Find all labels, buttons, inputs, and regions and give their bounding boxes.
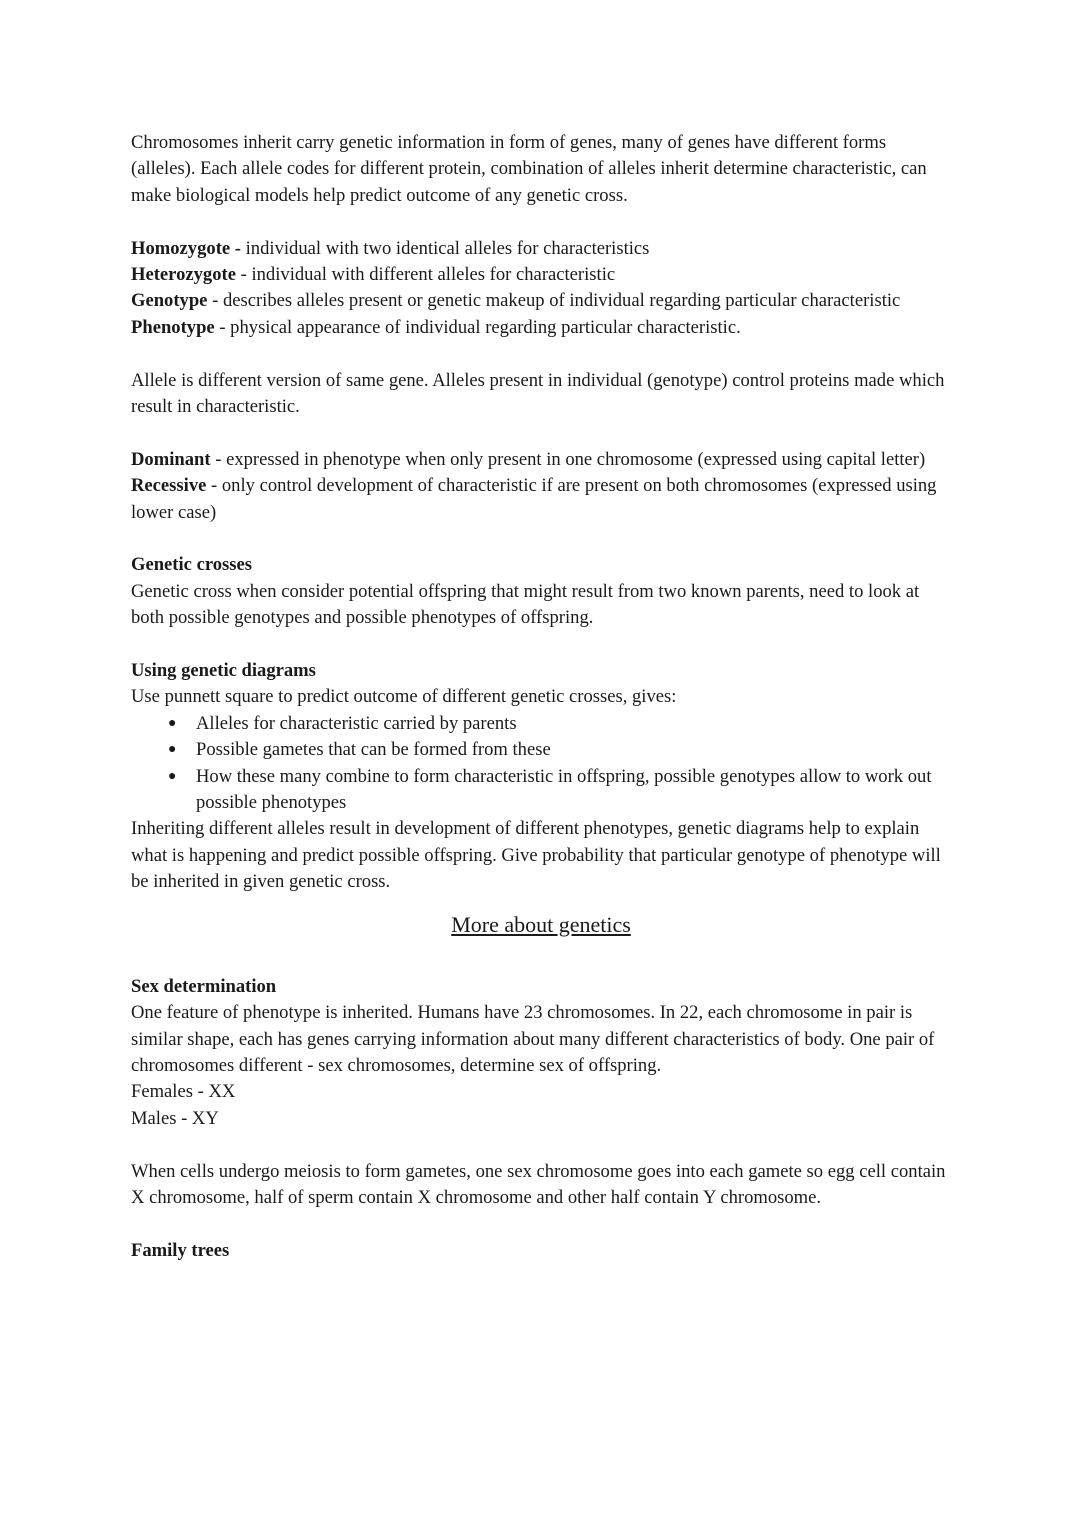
term-separator: - <box>206 475 222 497</box>
term-definition: physical appearance of individual regarding particular characteristic. <box>230 316 741 338</box>
bullet-icon: ● <box>168 715 177 731</box>
males-line: Males - XY <box>131 1107 219 1129</box>
term-label: Heterozygote <box>131 264 236 286</box>
term-separator: - <box>207 290 223 312</box>
genetic-diagrams-intro: Use punnett square to predict outcome of different genetic crosses, gives: <box>131 686 677 708</box>
spacer <box>131 940 951 974</box>
term-separator: - <box>230 237 246 259</box>
spacer <box>131 209 951 235</box>
definition-genotype <box>131 288 951 314</box>
document-page <box>131 130 951 1264</box>
term-label: Genotype <box>131 290 208 312</box>
definition-heterozygote <box>131 262 951 288</box>
family-trees-heading: Family trees <box>131 1239 230 1261</box>
term-label: Recessive <box>131 475 207 497</box>
term-label: Phenotype <box>131 316 215 338</box>
term-label: Homozygote <box>131 237 231 259</box>
list-item <box>168 737 951 763</box>
term-definition: describes alleles present or genetic makeup of individual regarding particular characteristic <box>222 290 901 312</box>
section-title: More about genetics <box>451 911 631 937</box>
list-item-text: How these many combine to form characteristic in offspring, possible genotypes allow to work out possible phenotypes <box>196 765 932 814</box>
term-separator: - <box>235 264 252 286</box>
sex-determination-heading: Sex determination <box>131 975 277 997</box>
genetic-diagrams-heading: Using genetic diagrams <box>131 660 316 682</box>
definition-recessive <box>131 473 951 526</box>
females-line: Females - XX <box>131 1081 236 1103</box>
term-definition: individual with different alleles for characteristic <box>251 264 616 286</box>
term-definition: only control development of characteristic if are present on both chromosomes (expressed using lower case) <box>131 475 937 523</box>
allele-paragraph: Allele is different version of same gene. Alleles present in individual (genotype) control proteins made which result in characteristic. <box>131 369 945 418</box>
list-item-text: Possible gametes that can be formed from these <box>196 739 551 761</box>
sex-determination-paragraph: One feature of phenotype is inherited. Humans have 23 chromosomes. In 22, each chromosome in pair is similar shape, each has genes carrying information about many different characteristics of body. One pair of chromosomes different - sex chromosomes, determine sex of offspring. <box>131 1002 935 1076</box>
definition-homozygote <box>131 236 951 262</box>
bullet-icon: ● <box>168 768 177 784</box>
term-definition: expressed in phenotype when only present in one chromosome (expressed using capital letter) <box>226 448 926 470</box>
list-item <box>168 711 951 737</box>
definition-phenotype <box>131 315 951 341</box>
definition-dominant <box>131 447 951 473</box>
spacer <box>131 1132 951 1158</box>
term-definition: individual with two identical alleles for characteristics <box>245 237 650 259</box>
spacer <box>131 341 951 367</box>
list-item <box>168 764 951 817</box>
intro-paragraph: Chromosomes inherit carry genetic information in form of genes, many of genes have different forms (alleles). Each allele codes for different protein, combination of alleles inherit determine characteristic, can make biological models help predict outcome of any genetic cross. <box>131 132 927 206</box>
meiosis-paragraph: When cells undergo meiosis to form gametes, one sex chromosome goes into each gamete so egg cell contain X chromosome, half of sperm contain X chromosome and other half contain Y chromosome. <box>131 1160 946 1208</box>
term-label: Dominant <box>131 448 211 470</box>
genetic-diagrams-list <box>131 711 951 817</box>
spacer <box>131 420 951 446</box>
genetic-diagrams-outro: Inheriting different alleles result in development of different phenotypes, genetic diagrams help to explain what is happening and predict possible offspring. Give probability that particular genotype of phenotype will be inherited in given genetic cross. <box>131 818 941 893</box>
list-item-text: Alleles for characteristic carried by parents <box>196 712 517 734</box>
spacer <box>131 1211 951 1237</box>
bullet-icon: ● <box>168 742 177 758</box>
term-separator: - <box>214 316 231 338</box>
genetic-crosses-heading: Genetic crosses <box>131 554 252 576</box>
genetic-crosses-paragraph: Genetic cross when consider potential offspring that might result from two known parents, need to look at both possible genotypes and possible phenotypes of offspring. <box>131 580 920 629</box>
spacer <box>131 526 951 552</box>
term-separator: - <box>210 448 227 470</box>
spacer <box>131 632 951 658</box>
